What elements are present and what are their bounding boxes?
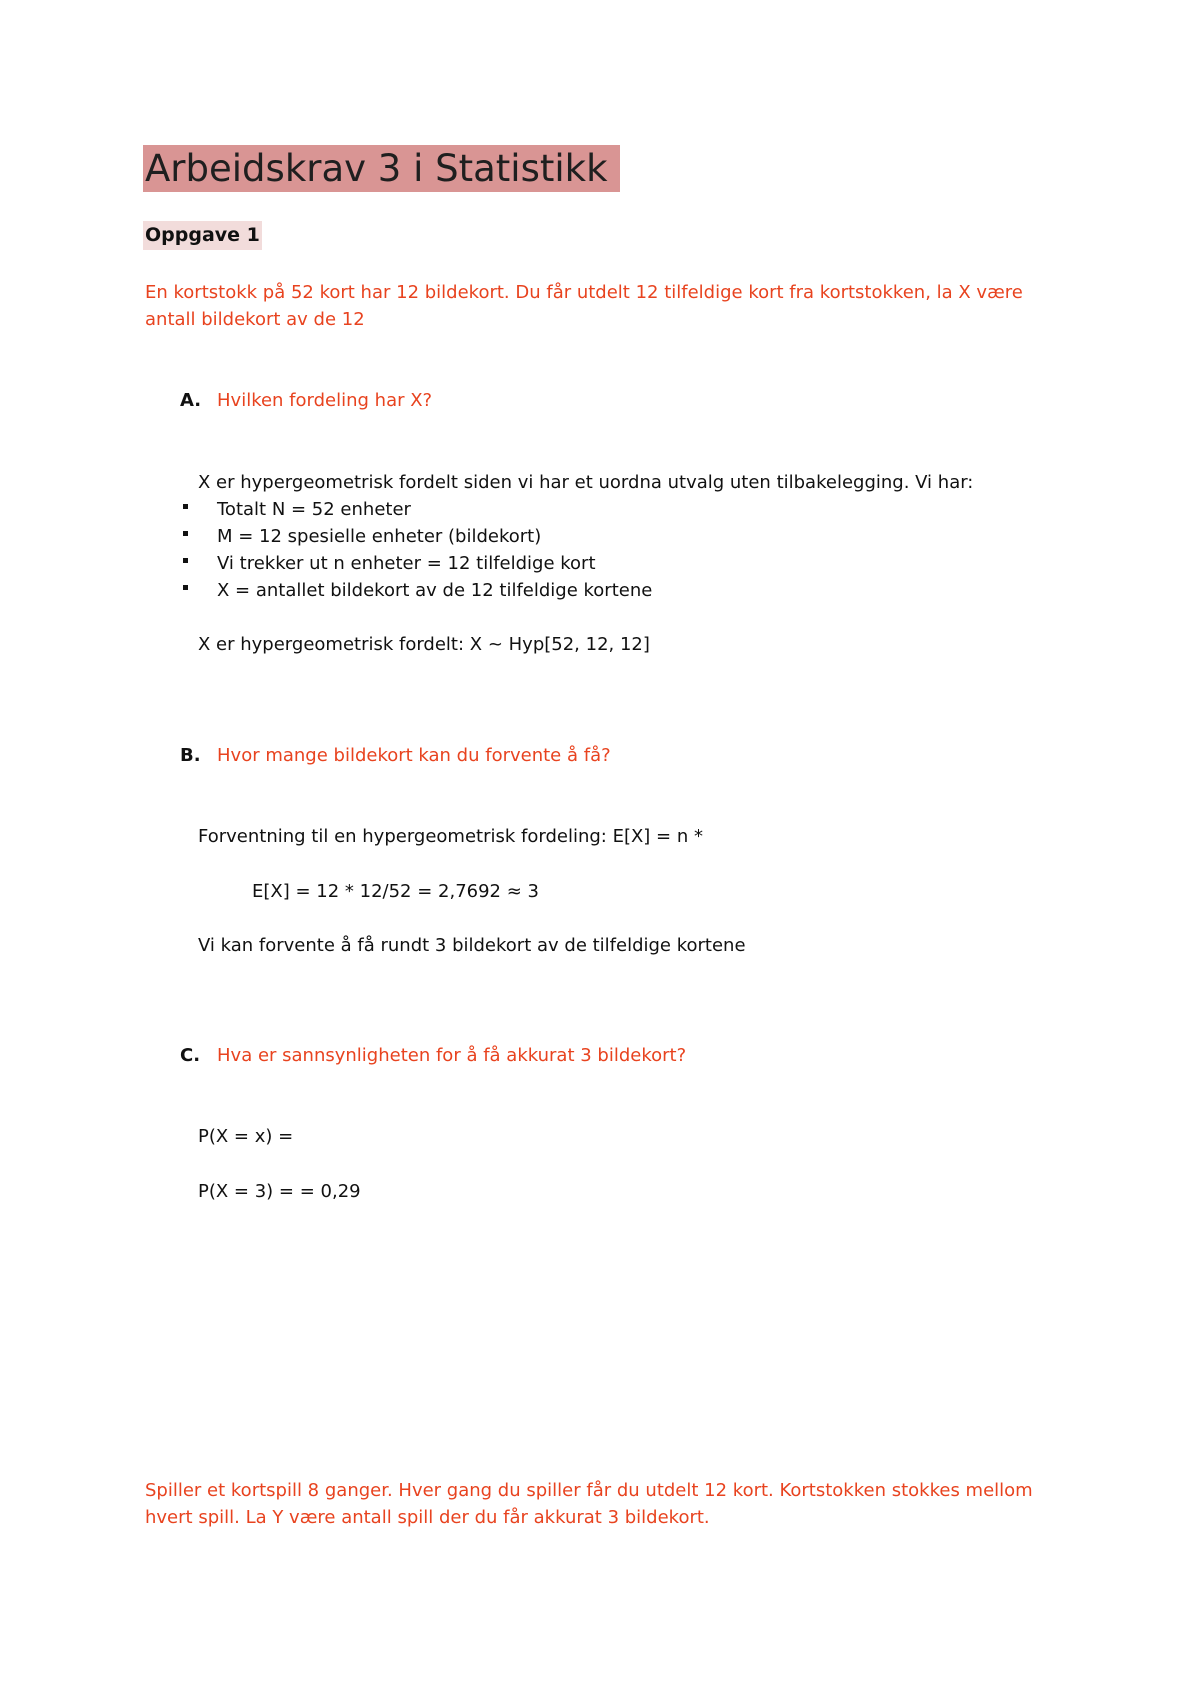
task-intro-line-2: antall bildekort av de 12 xyxy=(145,309,365,330)
footer-task-line-1: Spiller et kortspill 8 ganger. Hver gang du spiller får du utdelt 12 kort. Kortstokken stokkes mellom xyxy=(145,1480,1033,1501)
bullet-icon xyxy=(183,585,188,590)
document-title: Arbeidskrav 3 i Statistikk xyxy=(143,145,620,192)
question-b-text: Hvor mange bildekort kan du forvente å få? xyxy=(217,745,611,766)
section-heading: Oppgave 1 xyxy=(143,221,262,250)
answer-a-intro: X er hypergeometrisk fordelt siden vi har et uordna utvalg uten tilbakelegging. Vi har: xyxy=(198,472,974,493)
answer-a-bullet-1: Totalt N = 52 enheter xyxy=(217,499,411,520)
answer-a-bullet-2: M = 12 spesielle enheter (bildekort) xyxy=(217,526,542,547)
question-a-text: Hvilken fordeling har X? xyxy=(217,390,433,411)
answer-c-line-1: P(X = x) = xyxy=(198,1126,294,1147)
bullet-icon xyxy=(183,531,188,536)
question-c-text: Hva er sannsynligheten for å få akkurat 3 bildekort? xyxy=(217,1045,687,1066)
answer-a-bullet-4: X = antallet bildekort av de 12 tilfeldige kortene xyxy=(217,580,653,601)
question-a-letter: A. xyxy=(180,390,202,411)
question-b-letter: B. xyxy=(180,745,201,766)
bullet-icon xyxy=(183,558,188,563)
answer-b-line-3: Vi kan forvente å få rundt 3 bildekort av de tilfeldige kortene xyxy=(198,935,746,956)
question-c-letter: C. xyxy=(180,1045,201,1066)
answer-b-line-1: Forventning til en hypergeometrisk fordeling: E[X] = n * xyxy=(198,826,703,847)
answer-c-line-2: P(X = 3) = = 0,29 xyxy=(198,1181,361,1202)
footer-task-line-2: hvert spill. La Y være antall spill der du får akkurat 3 bildekort. xyxy=(145,1507,710,1528)
task-intro-line-1: En kortstokk på 52 kort har 12 bildekort. Du får utdelt 12 tilfeldige kort fra kortstokken, la X være xyxy=(145,282,1023,303)
answer-a-bullet-3: Vi trekker ut n enheter = 12 tilfeldige kort xyxy=(217,553,596,574)
bullet-icon xyxy=(183,504,188,509)
answer-b-line-2: E[X] = 12 * 12/52 = 2,7692 ≈ 3 xyxy=(252,881,539,902)
answer-a-conclusion: X er hypergeometrisk fordelt: X ~ Hyp[52, 12, 12] xyxy=(198,634,650,655)
